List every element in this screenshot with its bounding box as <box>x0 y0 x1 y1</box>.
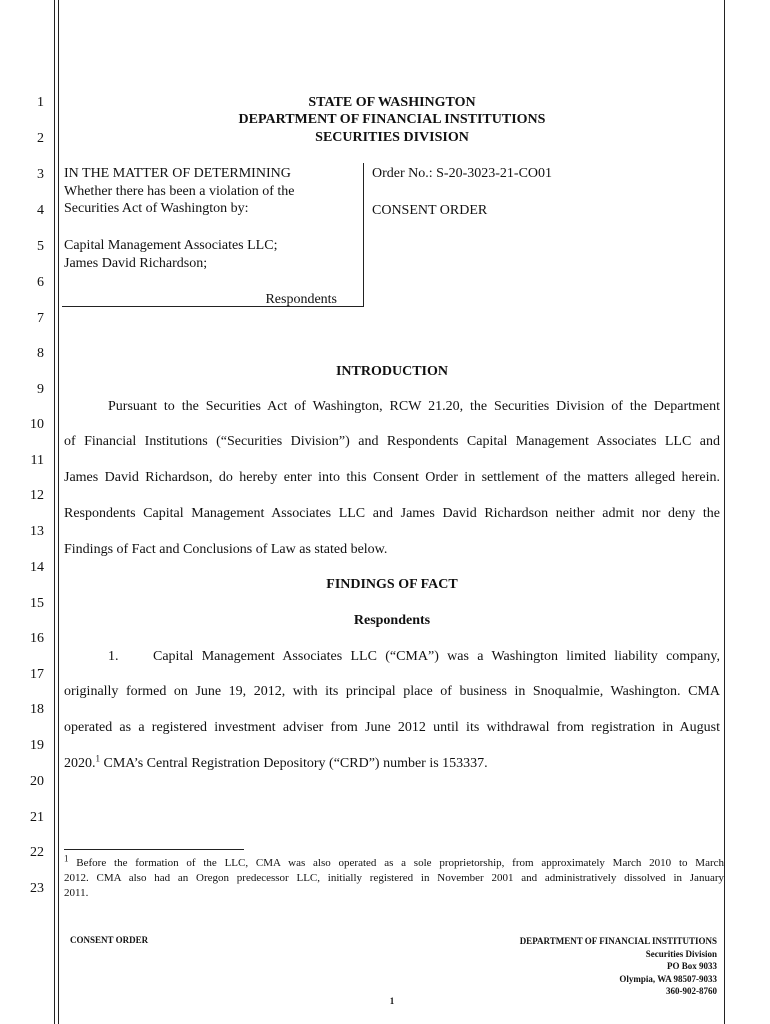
findings-subheading: Respondents <box>353 613 431 628</box>
respondent-name: Capital Management Associates LLC; <box>64 238 278 253</box>
line-number: 20 <box>30 774 44 789</box>
findings-heading: FINDINGS OF FACT <box>326 577 458 592</box>
line-number: 10 <box>30 417 44 432</box>
line-number: 2 <box>37 131 44 146</box>
left-margin-rule-inner <box>58 0 59 1024</box>
header-dept: DEPARTMENT OF FINANCIAL INSTITUTIONS <box>238 112 546 127</box>
line-number: 6 <box>37 275 44 290</box>
footer-dept: DEPARTMENT OF FINANCIAL INSTITUTIONS <box>519 936 717 946</box>
respondent-name: James David Richardson; <box>64 255 208 271</box>
footer-po-box: PO Box 9033 <box>666 961 717 971</box>
page-number: 1 <box>389 996 395 1006</box>
line-number: 11 <box>30 453 44 468</box>
paragraph-number: 1. <box>108 649 119 664</box>
line-number: 7 <box>37 311 44 326</box>
line-number: 18 <box>30 702 44 717</box>
body-line: Pursuant to the Securities Act of Washington, RCW 21.20, the Securities Division of the Department <box>108 399 720 414</box>
line-number: 19 <box>30 738 44 753</box>
body-text: CMA’s Central Registration Depository (“CRD”) number is 153337. <box>103 756 488 771</box>
caption-respondents <box>64 237 354 272</box>
line-number: 5 <box>37 239 44 254</box>
line-number: 22 <box>30 845 44 860</box>
body-line: operated as a registered investment adviser from June 2012 until its withdrawal from registration in August <box>64 720 720 735</box>
body-line: James David Richardson, do hereby enter into this Consent Order in settlement of the matters alleged herein. <box>64 470 720 485</box>
order-type: CONSENT ORDER <box>372 203 488 218</box>
footnote-line: 2011. <box>64 887 89 899</box>
body-line: Respondents Capital Management Associates LLC and James David Richardson neither admit nor deny the <box>64 506 720 521</box>
footnote-separator <box>64 849 244 850</box>
right-margin-rule <box>724 0 725 1024</box>
footer-phone: 360-902-8760 <box>666 986 717 996</box>
left-margin-rule-outer <box>54 0 55 1024</box>
header-state: STATE OF WASHINGTON <box>308 95 476 110</box>
footer-document-title: CONSENT ORDER <box>70 935 149 945</box>
footer-city: Olympia, WA 98507-9033 <box>619 973 717 984</box>
caption-matter-line: Securities Act of Washington by: <box>64 201 249 216</box>
footer-division: Securities Division <box>645 948 717 959</box>
order-number: Order No.: S-20-3023-21-CO01 <box>372 166 553 181</box>
introduction-heading: INTRODUCTION <box>335 364 448 379</box>
line-number: 9 <box>37 382 44 397</box>
body-line: Findings of Fact and Conclusions of Law as stated below. <box>64 542 388 557</box>
line-number: 3 <box>37 167 44 182</box>
caption-matter-line: Whether there has been a violation of the <box>64 183 295 199</box>
footnote-line: 2012. CMA also had an Oregon predecessor LLC, initially registered in November 2001 and administratively dissolved in January <box>64 872 724 884</box>
body-line: originally formed on June 19, 2012, with its principal place of business in Snoqualmie, Washington. CMA <box>64 684 720 699</box>
line-number: 1 <box>37 95 44 110</box>
body-text: 2020. <box>64 756 96 771</box>
body-line: Capital Management Associates LLC (“CMA”) was a Washington limited liability company, <box>153 649 720 664</box>
caption-vertical-rule <box>363 163 364 306</box>
footnote-reference[interactable]: 1 <box>95 753 100 764</box>
body-line <box>64 753 720 772</box>
line-number: 23 <box>30 881 44 896</box>
line-number: 8 <box>37 346 44 361</box>
footnote <box>64 853 725 901</box>
line-number: 21 <box>30 810 44 825</box>
line-number: 4 <box>37 203 44 218</box>
footnote-number: 1 <box>64 853 69 864</box>
respondents-label: Respondents <box>265 292 337 307</box>
footer-address-block <box>520 935 717 998</box>
line-number: 17 <box>30 667 44 682</box>
body-line: of Financial Institutions (“Securities Division”) and Respondents Capital Management Associates LLC and <box>64 434 720 449</box>
caption-bottom-rule <box>62 306 364 307</box>
line-number: 13 <box>30 524 44 539</box>
header-division: SECURITIES DIVISION <box>315 130 469 145</box>
footnote-text: Before the formation of the LLC, CMA was also operated as a sole proprietorship, from approximately March 2010 to March <box>76 857 725 869</box>
line-number: 14 <box>30 560 44 575</box>
line-number: 16 <box>30 631 44 646</box>
line-number: 15 <box>30 596 44 611</box>
footnote-line <box>64 853 725 871</box>
caption-matter <box>64 165 354 218</box>
caption-matter-line: IN THE MATTER OF DETERMINING <box>64 166 291 181</box>
line-number: 12 <box>30 488 44 503</box>
